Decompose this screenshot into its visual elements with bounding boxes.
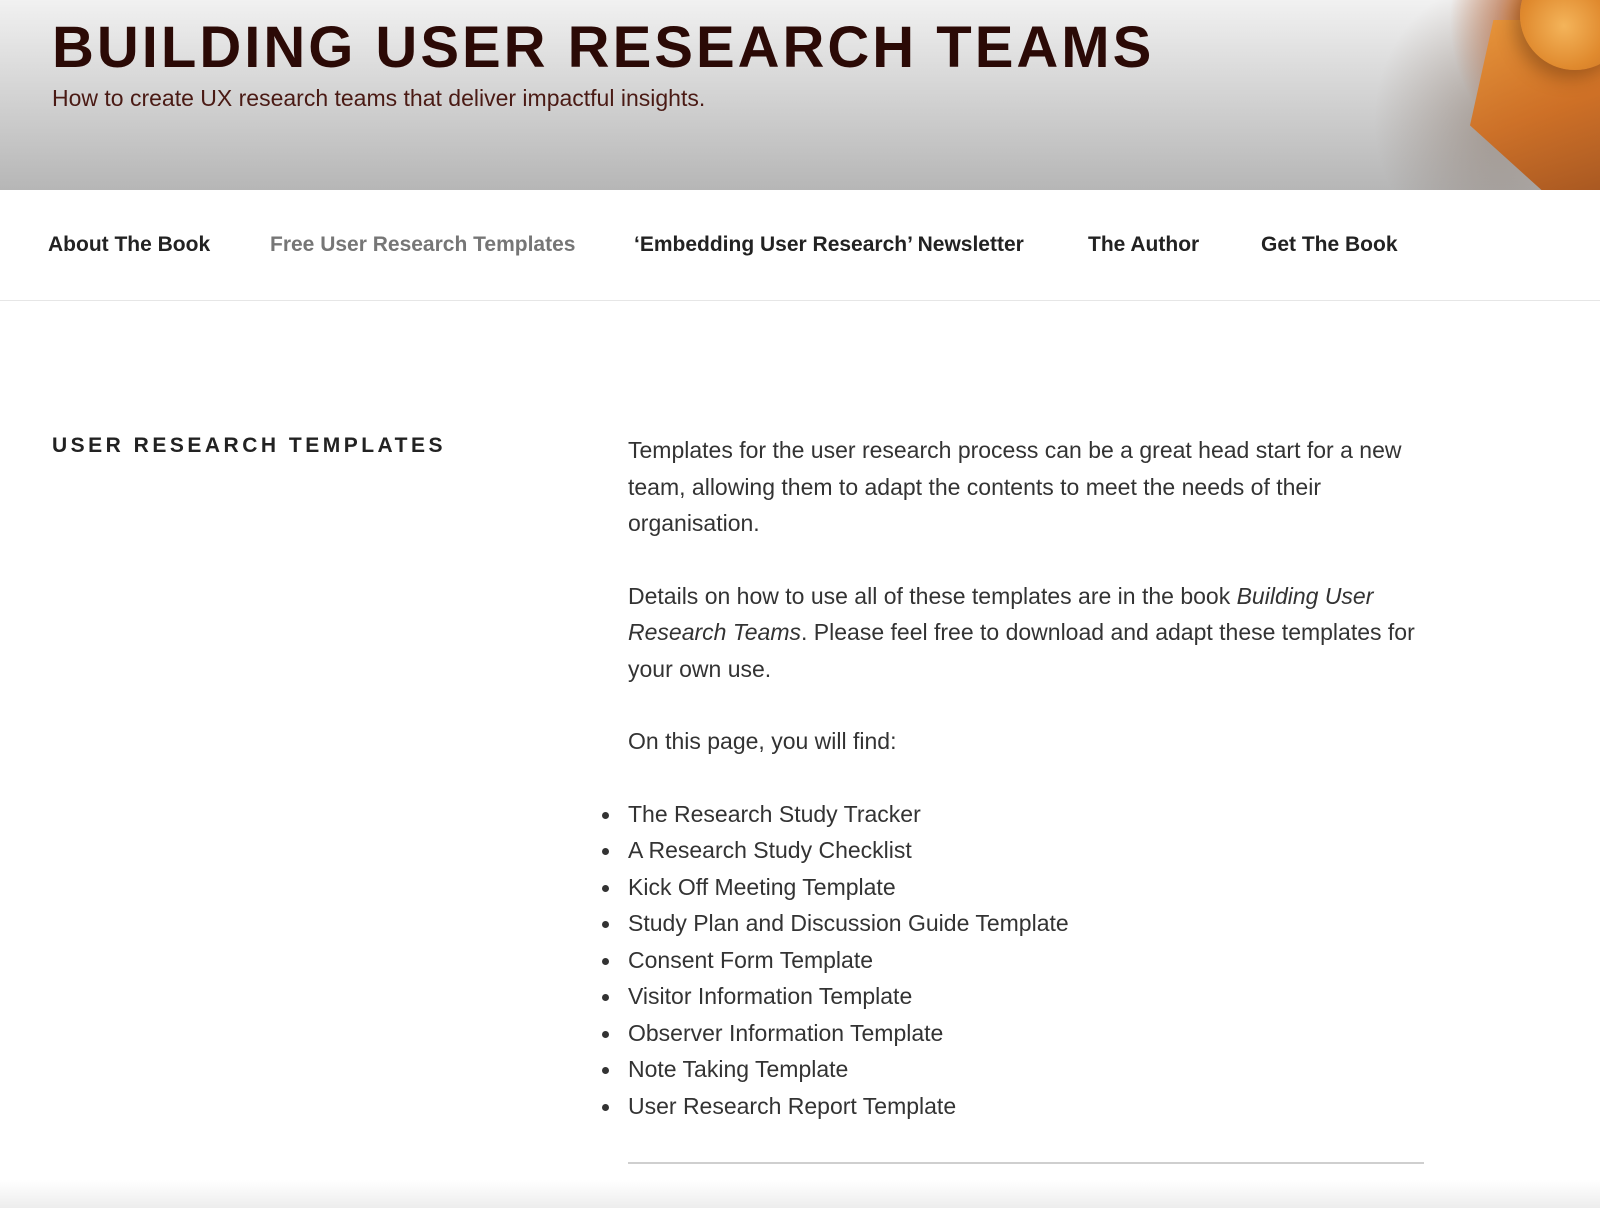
nav-item-about-the-book[interactable]: About The Book — [48, 233, 211, 256]
list-item: Kick Off Meeting Template — [628, 869, 1438, 906]
book-title: Building User Research Teams — [628, 582, 1374, 645]
list-item: Note Taking Template — [628, 1051, 1438, 1088]
site-title[interactable]: BUILDING USER RESEARCH TEAMS — [52, 15, 1155, 80]
site-header — [0, 0, 1600, 190]
header-image — [1270, 0, 1600, 190]
site-tagline: How to create UX research teams that deliver impactful insights. — [52, 85, 706, 111]
main-navigation — [0, 190, 1600, 301]
list-item: Observer Information Template — [628, 1015, 1438, 1052]
bottom-fade — [0, 1180, 1600, 1208]
intro-paragraph: Templates for the user research process can be a great head start for a new team, allowing them to adapt the contents to meet the needs of their organisation. — [628, 437, 1402, 536]
section-title: USER RESEARCH TEMPLATES — [52, 434, 446, 457]
nav-item-get-the-book[interactable]: Get The Book — [1261, 233, 1398, 256]
template-list — [628, 796, 1438, 1125]
list-item: Consent Form Template — [628, 942, 1438, 979]
details-text-start: Details on how to use all of these templates are in the book — [628, 582, 1237, 609]
list-item: A Research Study Checklist — [628, 832, 1438, 869]
list-item: User Research Report Template — [628, 1088, 1438, 1125]
content-divider — [628, 1162, 1424, 1164]
main-content — [628, 432, 1438, 1124]
nav-item-the-author[interactable]: The Author — [1088, 233, 1200, 256]
list-item: Visitor Information Template — [628, 978, 1438, 1015]
list-item: Study Plan and Discussion Guide Template — [628, 905, 1438, 942]
nav-item-newsletter[interactable]: ‘Embedding User Research’ Newsletter — [634, 233, 1024, 256]
nav-item-free-templates[interactable]: Free User Research Templates — [270, 233, 576, 256]
list-item: The Research Study Tracker — [628, 796, 1438, 833]
details-text-end: . Please feel free to download and adapt these templates for your own use. — [628, 619, 1415, 682]
details-paragraph — [628, 578, 1438, 688]
list-intro: On this page, you will find: — [628, 728, 897, 754]
